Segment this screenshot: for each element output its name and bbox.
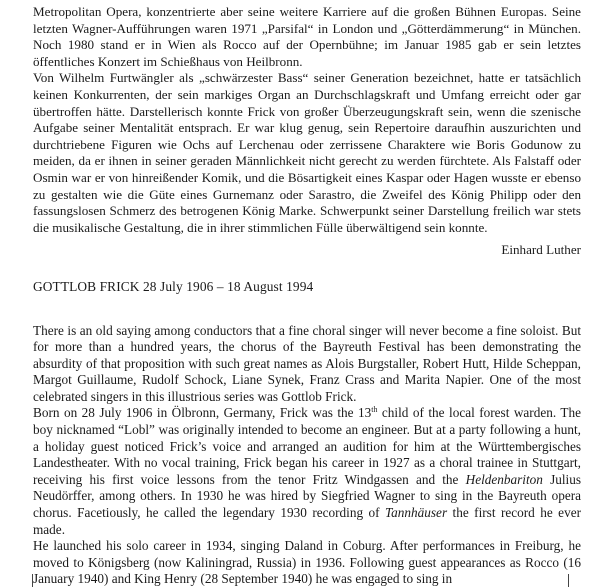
p2-text-c: Julius Neudörffer, among others. In 1930 he was hired by Siegfried Wagner to sing in the Bayreuth opera chorus. Facetiously, he called the legendary 1930 recording of	[33, 472, 581, 520]
german-biography-section	[33, 4, 581, 259]
opera-title-tannhauser: Tannhäuser	[385, 505, 447, 520]
p2-text-d: the first record he ever made.	[33, 505, 581, 537]
p2-text-a: Born on 28 July 1906 in Ölbronn, Germany, Frick was the 13	[33, 405, 371, 420]
german-paragraph-2: Von Wilhelm Furtwängler als „schwärzester Bass“ seiner Generation bezeichnet, hatte er tatsächlich keinen Konkurrenten, der sein markiges Organ an Durchschlagskraft und Umfang erreicht oder gar übertroffen hätte. Darstellerisch konnte Frick von großer Überzeugungskraft sein, wenn die szenische Aufgabe seiner Mentalität entsprach. Er war klug genug, sein Repertoire daraufhin auszurichten und durchtriebene Figuren wie Ochs auf Lerchenau oder zerrissene Charaktere wie Boris Godunow zu meiden, da er ihnen in seiner geraden Männlichkeit nicht gerecht zu werden fürchtete. Als Falstaff oder Osmin war er von hinreißender Komik, und die Bösartigkeit eines Kaspar oder Hagen wusste er ebenso zu gestalten wie die Güte eines Gurnemanz oder Sarastro, die Zweifel des König Philipp oder den fassungslosen Schmerz des betrogenen König Marke. Schwerpunkt seiner Darstellung freilich war stets die musikalische Gestaltung, die in ihrer stimmlichen Fülle überwältigend sein konnte.	[33, 70, 581, 236]
document-page	[33, 4, 581, 588]
right-edge-mark	[568, 574, 569, 587]
p2-text-b: child of the local forest warden. The boy nicknamed “Lobl” was originally intended to become an engineer. But at a party following a hunt, a holiday guest noticed Frick’s voice and arranged an audition for him at the Württembergisches Landestheater. With no vocal training, Frick began his career in 1927 as a choral trainee in Stuttgart, receiving his first voice lessons from the tenor Fritz Windgassen and the	[33, 405, 581, 486]
left-edge-mark	[32, 574, 33, 587]
author-signature: Einhard Luther	[33, 242, 581, 259]
ordinal-suffix: th	[371, 405, 377, 414]
heldenbariton-term: Heldenbariton	[466, 472, 543, 487]
english-paragraph-3: He launched his solo career in 1934, singing Daland in Coburg. After performances in Freiburg, he moved to Königsberg (now Kaliningrad, Russia) in 1936. Following guest appearances as Rocco (16 January 1940) and King Henry (28 September 1940) he was engaged to sing in	[33, 538, 581, 588]
english-paragraph-1: There is an old saying among conductors that a fine choral singer will never become a fine soloist. But for more than a hundred years, the chorus of the Bayreuth Festival has been demonstrating the absurdity of that proposition with such great names as Alois Burgstaller, Robert Hutt, Hilde Scheppan, Margot Guillaume, Rudolf Schock, Liane Synek, Franz Crass and Marita Napier. One of the most celebrated singers in this illustrious series was Gottlob Frick.	[33, 323, 581, 406]
english-biography-section	[33, 323, 581, 588]
english-section-heading: GOTTLOB FRICK 28 July 1906 – 18 August 1994	[33, 279, 581, 296]
german-paragraph-1: Metropolitan Opera, konzentrierte aber seine weitere Karriere auf die großen Bühnen Europas. Seine letzten Wagner-Aufführungen waren 1971 „Parsifal“ in London und „Götterdämmerung“ in München. Noch 1980 stand er in Wien als Rocco auf der Opernbühne; im Januar 1985 gab er sein letztes öffentliches Konzert im Schießhaus von Heilbronn.	[33, 4, 581, 70]
english-paragraph-2	[33, 405, 581, 538]
